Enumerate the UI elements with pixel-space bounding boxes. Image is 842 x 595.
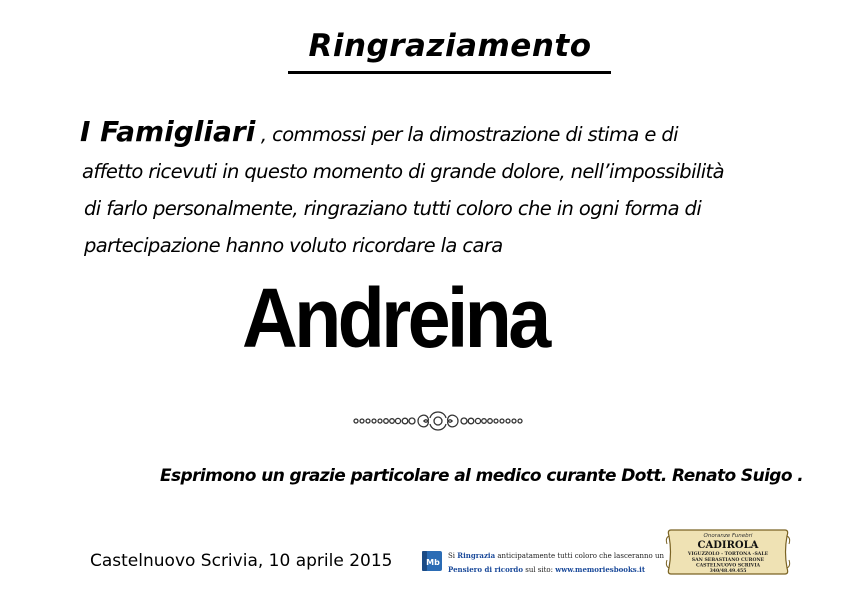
intro-line-4: partecipazione hanno voluto ricordare la cara — [84, 234, 503, 257]
intro-line-2: affetto ricevuti in questo momento di grande dolore, nell’impossibilità — [82, 160, 724, 183]
thanks-line: Esprimono un grazie particolare al medico curante Dott. Renato Suigo . — [160, 466, 804, 486]
intro-line-1-rest: , commossi per la dimostrazione di stima e di — [255, 123, 678, 146]
page-title: Ringraziamento — [308, 28, 592, 64]
memoriesbooks-pensiero: Pensiero di ricordo — [448, 565, 523, 574]
title-underline — [288, 71, 611, 74]
funeral-home-phone: 340/48.49.455 — [709, 569, 747, 574]
memoriesbooks-logo-text: Mb — [426, 558, 440, 567]
funeral-home-line-2: SAN SEBASTIANO CURONE — [691, 558, 765, 563]
intro-line-3: di farlo personalmente, ringraziano tutti coloro che in ogni forma di — [84, 197, 702, 220]
intro-line-1 — [80, 113, 840, 153]
memoriesbooks-note — [448, 549, 664, 577]
deceased-name: Andreina — [242, 271, 548, 365]
memoriesbooks-logo-icon — [421, 550, 443, 572]
memoriesbooks-prefix: Si — [448, 552, 458, 560]
memoriesbooks-ringrazia: Ringrazia — [457, 551, 496, 560]
place-date: Castelnuovo Scrivia, 10 aprile 2015 — [90, 551, 393, 571]
funeral-home-name: CADIROLA — [697, 540, 759, 551]
funeral-home-header: Onoranze Funebri — [703, 533, 753, 539]
memoriesbooks-line-2 — [448, 563, 664, 577]
funeral-home-locations: VIGUZZOLO - TORTONA -SALE — [687, 552, 769, 557]
intro-paragraph — [80, 113, 840, 264]
memoriesbooks-site-link[interactable]: www.memoriesbooks.it — [555, 565, 646, 574]
memoriesbooks-line-1 — [448, 549, 664, 563]
memoriesbooks-line-2-mid: sul sito: — [523, 566, 556, 574]
funeral-home-logo-icon — [665, 526, 791, 578]
ornament-divider-icon — [352, 408, 524, 434]
memoriesbooks-line-1-rest: anticipatamente tutti coloro che lasceranno un — [495, 552, 664, 560]
funeral-home-line-3: CASTELNUOVO SCRIVIA — [695, 563, 761, 569]
intro-lead: I Famigliari — [80, 115, 256, 148]
